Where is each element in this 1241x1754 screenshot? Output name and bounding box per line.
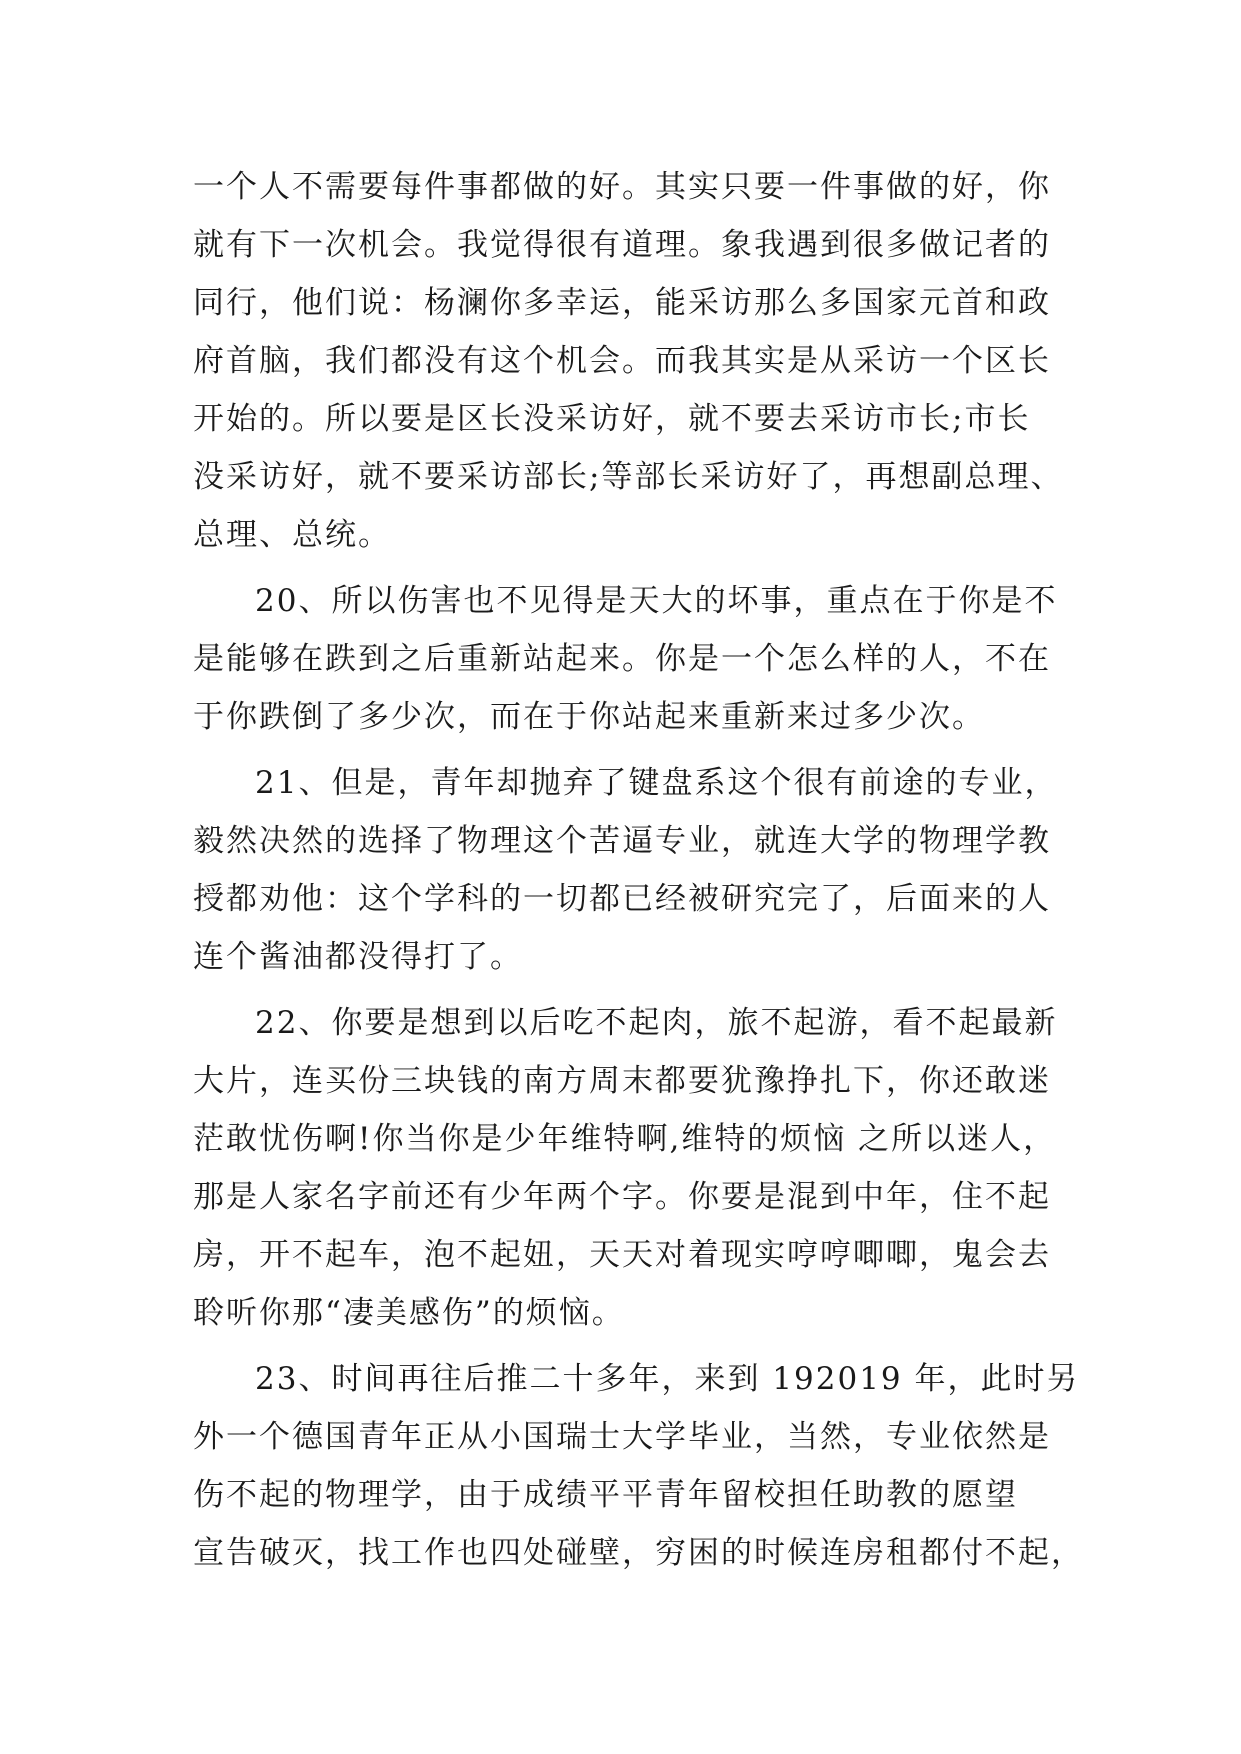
paragraph-first-line: 20、所以伤害也不见得是天大的坏事，重点在于你是不 — [255, 583, 1058, 619]
paragraph-gap — [193, 1342, 1063, 1350]
text-line: 茫敢忧伤啊!你当你是少年维特啊,维特的烦恼 之所以迷人， — [193, 1121, 1057, 1157]
text-line: 房，开不起车，泡不起妞，天天对着现实哼哼唧唧，鬼会去 — [193, 1237, 1051, 1273]
paragraph-gap — [193, 564, 1063, 572]
text-line: 毅然决然的选择了物理这个苦逼专业，就连大学的物理学教 — [193, 823, 1051, 859]
text-line: 是能够在跌到之后重新站起来。你是一个怎么样的人，不在 — [193, 641, 1051, 677]
text-line: 连个酱油都没得打了。 — [193, 939, 523, 975]
paragraph-gap — [193, 746, 1063, 754]
text-line: 就有下一次机会。我觉得很有道理。象我遇到很多做记者的 — [193, 227, 1051, 263]
text-line: 那是人家名字前还有少年两个字。你要是混到中年，住不起 — [193, 1179, 1051, 1215]
text-line: 开始的。所以要是区长没采访好，就不要去采访市长;市长 — [193, 401, 1031, 437]
text-line: 同行，他们说：杨澜你多幸运，能采访那么多国家元首和政 — [193, 285, 1051, 321]
text-line: 于你跌倒了多少次，而在于你站起来重新来过多少次。 — [193, 699, 985, 735]
text-line: 大片，连买份三块钱的南方周末都要犹豫挣扎下，你还敢迷 — [193, 1063, 1051, 1099]
text-line: 宣告破灭，找工作也四处碰壁，穷困的时候连房租都付不起， — [193, 1535, 1084, 1571]
text-line: 授都劝他：这个学科的一切都已经被研究完了，后面来的人 — [193, 881, 1051, 917]
text-line: 府首脑，我们都没有这个机会。而我其实是从采访一个区长 — [193, 343, 1051, 379]
text-line: 没采访好，就不要采访部长;等部长采访好了，再想副总理、 — [193, 459, 1064, 495]
paragraph-first-line: 21、但是，青年却抛弃了键盘系这个很有前途的专业， — [255, 765, 1058, 801]
paragraph-gap — [193, 986, 1063, 994]
document-body — [193, 158, 1084, 1582]
text-line: 伤不起的物理学，由于成绩平平青年留校担任助教的愿望 — [193, 1477, 1018, 1513]
paragraph-first-line: 22、你要是想到以后吃不起肉，旅不起游，看不起最新 — [255, 1005, 1058, 1041]
paragraph-first-line: 23、时间再往后推二十多年，来到 192019 年，此时另 — [255, 1361, 1080, 1397]
text-line: 总理、总统。 — [193, 517, 391, 553]
text-line: 外一个德国青年正从小国瑞士大学毕业，当然，专业依然是 — [193, 1419, 1051, 1455]
text-line: 聆听你那“凄美感伤”的烦恼。 — [193, 1295, 625, 1331]
text-line: 一个人不需要每件事都做的好。其实只要一件事做的好，你 — [193, 169, 1051, 205]
